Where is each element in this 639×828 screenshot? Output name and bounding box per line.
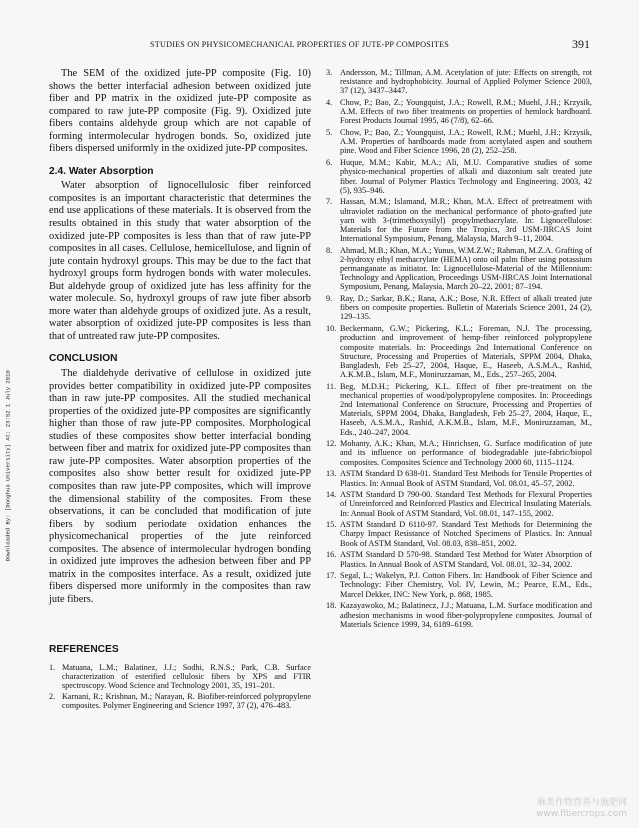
reference-item: [326, 197, 592, 243]
reference-item: [326, 550, 592, 568]
reference-number: 2.: [49, 692, 56, 702]
watermark-line-2: www.fibercrops.com: [536, 809, 627, 819]
conclusion-paragraph: The dialdehyde derivative of cellulose in oxidized jute provides better compatibility in oxidized jute-PP composites than in raw jute-PP composites. All the studied mechanical properties of the oxidized jute-PP composites are significantly higher than those of raw jute-PP composites. Morphological studies of these composites show better interfacial bonding between fiber and matrix for oxidized jute-PP composites than raw jute-PP composites. Water absorption properties of the composites also show better result for oxidized jute-PP composites than raw jute-PP composites, which will improve the dimensional stability of the composites. From these observations, it can be concluded that modification of jute fibers by sodium periodate oxidation enhances the physicomechanical properties of the jute reinforced composites. The absence of intermolecular hydrogen bonding in oxidized jute improves the adhesion between fiber and PP matrix in the composites interface. As a result, oxidized jute fibers dispersed more uniformly in the composites than raw jute fibers.: [49, 368, 311, 605]
reference-number: 6.: [326, 158, 333, 168]
reference-item: [326, 98, 592, 125]
reference-item: [49, 692, 311, 710]
reference-number: 18.: [326, 601, 337, 611]
reference-text: Kazayawoko, M.; Balatinecz, J.J.; Matuana, L.M. Surface modification and adhesion mechanisms in wood fiber-polypropylene composites. Journal of Materials Science 1999, 34, 6189–6199.: [340, 601, 592, 629]
reference-item: [326, 128, 592, 155]
reference-item: [326, 68, 592, 95]
reference-number: 15.: [326, 520, 337, 530]
reference-item: [326, 382, 592, 437]
watermark-line-1: 麻类作物营养与施肥网: [536, 798, 627, 808]
reference-item: [326, 246, 592, 292]
reference-text: Mohanty, A.K.; Khan, M.A.; Hinrichsen, G. Surface modification of jute and its influence on performance of biodegradable jute-fabric/biopol composites. Composites Science and Technology 2000 60, 1115–1124.: [340, 439, 592, 467]
reference-item: [326, 324, 592, 379]
reference-text: Huque, M.M.; Kabir, M.A.; Ali, M.U. Comparative studies of some physico-mechanical properties of alkali and diazonium salt treated jute fiber. Journal of Polymer Plastics Technology and Engineering. 2003, 42 (5), 935–946.: [340, 158, 592, 195]
reference-number: 16.: [326, 550, 337, 560]
reference-item: [326, 158, 592, 195]
reference-item: [326, 490, 592, 517]
reference-number: 13.: [326, 469, 337, 479]
reference-text: Karnani, R.; Krishnan, M.; Narayan, R. Biofiber-reinforced polypropylene composites. Polymer Engineering and Science 1997, 37 (2), 476–483.: [62, 692, 311, 711]
reference-number: 4.: [326, 98, 333, 108]
reference-text: ASTM Standard D 790-00. Standard Test Methods for Flexural Properties of Unreinforced and Reinforced Plastics and Electrical Insulating Materials. In: Annual Book of ASTM Standard, Vol. 08.01, 147–155, 2002.: [340, 490, 592, 518]
reference-number: 14.: [326, 490, 337, 500]
reference-item: [326, 601, 592, 628]
reference-text: Andersson, M.; Tillman, A.M. Acetylation of jute: Effects on strength, rot resistance and hydrophobicity. Journal of Applied Polymer Science 2003, 37 (12), 3437–3447.: [340, 68, 592, 96]
reference-text: Chow, P.; Bao, Z.; Youngquist, J.A.; Rowell, R.M.; Muehl, J.H.; Krzysik, A.M. Properties of hardboards made from acetylated aspen and southern pine. Wood and Fiber Science 1996, 28 (2), 252–258.: [340, 128, 592, 156]
references-list-left: [49, 663, 311, 710]
reference-number: 9.: [326, 294, 333, 304]
reference-text: Segal, L.; Wakelyn, P.J. Cotton Fibers. In: Handbook of Fiber Science and Technology: Fiber Chemistry, Vol. IV, Lewin, M.; Pearce, E.M., Eds., Marcel Dekker, INC: New York, p. 868, 1985.: [340, 571, 592, 599]
left-column: [49, 68, 311, 712]
water-absorption-paragraph: Water absorption of lignocellulosic fiber reinforced composites is an important characteristic that determines the end use applications of these materials. It is observed from the results obtained in this study that water absorption of the oxidized jute-PP composites is less than that of raw jute-PP composites in all cases. Cellulose, hemicellulose, and lignin of jute contain hydroxyl groups. This may be due to the fact that hydroxyl groups form hydrogen bonds with water molecules. But aldehyde group of oxidized jute has less affinity for the water molecule. So, hydroxyl groups of raw jute fiber absorb more water than aldehyde groups of oxidized jute. As a result, water absorption of oxidized jute-PP composites is less than that of untreated raw jute-PP composites.: [49, 180, 311, 342]
reference-text: Ahmad, M.B.; Khan, M.A.; Yunus, W.M.Z.W.; Rahman, M.Z.A. Grafting of 2-hydroxy ethyl methacrylate (HEMA) onto oil palm fiber using potassium permanganate as initiator. In: Lignocellulose-Material of the Millennium: Technology and Application, Proceedings USM-JIRCAS Joint International Symposium, Penang, Malaysia, March 20–22, 2001; 87–194.: [340, 245, 592, 292]
reference-item: [326, 571, 592, 598]
reference-number: 11.: [326, 381, 337, 391]
references-section: [49, 644, 311, 710]
reference-text: Chow, P.; Bao, Z.; Youngquist, J.A.; Rowell, R.M.; Muehl, J.H.; Krzysik, A.M. Effects of two fiber treatments on properties of hemlock hardboard. Forest Products Journal 1995, 46 (7/8), 62–66.: [340, 98, 592, 126]
running-head: STUDIES ON PHYSICOMECHANICAL PROPERTIES OF JUTE-PP COMPOSITES: [150, 40, 450, 49]
site-watermark: [536, 798, 627, 820]
reference-number: 12.: [326, 439, 337, 449]
reference-number: 1.: [49, 662, 56, 672]
reference-text: ASTM Standard D 570-98. Standard Test Method for Water Absorption of Plastics. In Annual Book of ASTM Standard, Vol. 08.01, 32–34, 2002.: [340, 550, 592, 569]
reference-number: 8.: [326, 245, 333, 255]
intro-paragraph: The SEM of the oxidized jute-PP composite (Fig. 10) shows the better interfacial adhesion between oxidized jute fiber and PP matrix in the oxidized jute-PP composite as compared to raw jute-PP composite (Fig. 9). Oxidized jute fibers contains aldehyde group which are not capable of forming intermolecular hydrogen bonds. So, oxidized jute fibers dispersed uniformly in the oxidized jute-PP composites.: [49, 68, 311, 155]
reference-text: ASTM Standard D 6110-97. Standard Test Methods for Determining the Charpy Impact Resistance of Notched Specimens of Plastics. In: Annual Book of ASTM Standard, Vol. 08.03, 838–851, 2002.: [340, 520, 592, 548]
reference-text: Beg, M.D.H.; Pickering, K.L. Effect of fiber pre-treatment on the mechanical properties of wood/polypropylene composites. In: Proceedings 2nd International Conference on Structure, Processing and Properties of Materials, SPPM 2004, Dhaka, Bangladesh, Feb 25–27, 2004, Haque, E., Haseeb, A.S.M.A., Rashid, A.K.M.B., Islam, M.F., Moniruzzaman, M., Eds., 240–247, 2004.: [340, 381, 592, 437]
page-number: 391: [572, 37, 590, 51]
reference-item: [326, 439, 592, 466]
reference-text: Matuana, L.M.; Balatinez, J.J.; Sodhi, R.N.S.; Park, C.B. Surface characterization of esterified cellulosic fibers by XPS and FTIR spectroscopy. Wood Science and Technology 2001, 35, 191–201.: [62, 662, 311, 691]
references-heading: REFERENCES: [49, 644, 119, 656]
reference-number: 10.: [326, 324, 337, 334]
reference-text: Ray, D.; Sarkar, B.K.; Rana, A.K.; Bose, N.R. Effect of alkali treated jute fibers on composite properties. Bulletin of Materials Science 2001, 24 (2), 129–135.: [340, 294, 592, 322]
reference-number: 3.: [326, 68, 333, 77]
reference-number: 7.: [326, 197, 333, 207]
reference-text: Beckermann, G.W.; Pickering, K.L.; Foreman, N.J. The processing, production and improvement of hemp-fiber reinforced polypropylene composite materials. In: Proceedings 2nd International Conference on Structure, Processing and Properties of Materials, SPPM 2004, Dhaka, Bangladesh, Feb 25–27, 2004, Haque, E., Haseeb, A.S.M.A., Rashid, A.K.M.B., Islam, M.F., Moniruzzaman, M., Eds., 257–265, 2004.: [340, 324, 592, 379]
reference-text: ASTM Standard D 638-01. Standard Test Methods for Tensile Properties of Plastics. In: Annual Book of ASTM Standard, Vol. 08.01, 45–57, 2002.: [340, 469, 592, 488]
reference-item: [326, 520, 592, 547]
download-stamp: Downloaded By: [Donghua University] At: 23:52 1 July 2010: [4, 370, 12, 562]
water-absorption-heading: 2.4. Water Absorption: [49, 165, 154, 177]
reference-text: Hassan, M.M.; Islamand, M.R.; Khan, M.A. Effect of pretreatment with ultraviolet radiation on the mechanical performance of photo-grafted jute yarn with 3-(trimethoxysilyl) propylmethacrylate. In: Lignocellulose: Materials for the Future from the Tropics, 3rd USM-JIRCAS Joint International Symposium, Penang, Malaysia, March 9–11, 2004.: [340, 197, 592, 244]
reference-item: [49, 663, 311, 690]
right-column: [326, 68, 592, 631]
reference-item: [326, 469, 592, 487]
references-list-right: [326, 68, 592, 629]
reference-item: [326, 294, 592, 321]
reference-number: 17.: [326, 571, 337, 581]
conclusion-heading: CONCLUSION: [49, 353, 118, 365]
reference-number: 5.: [326, 128, 333, 138]
